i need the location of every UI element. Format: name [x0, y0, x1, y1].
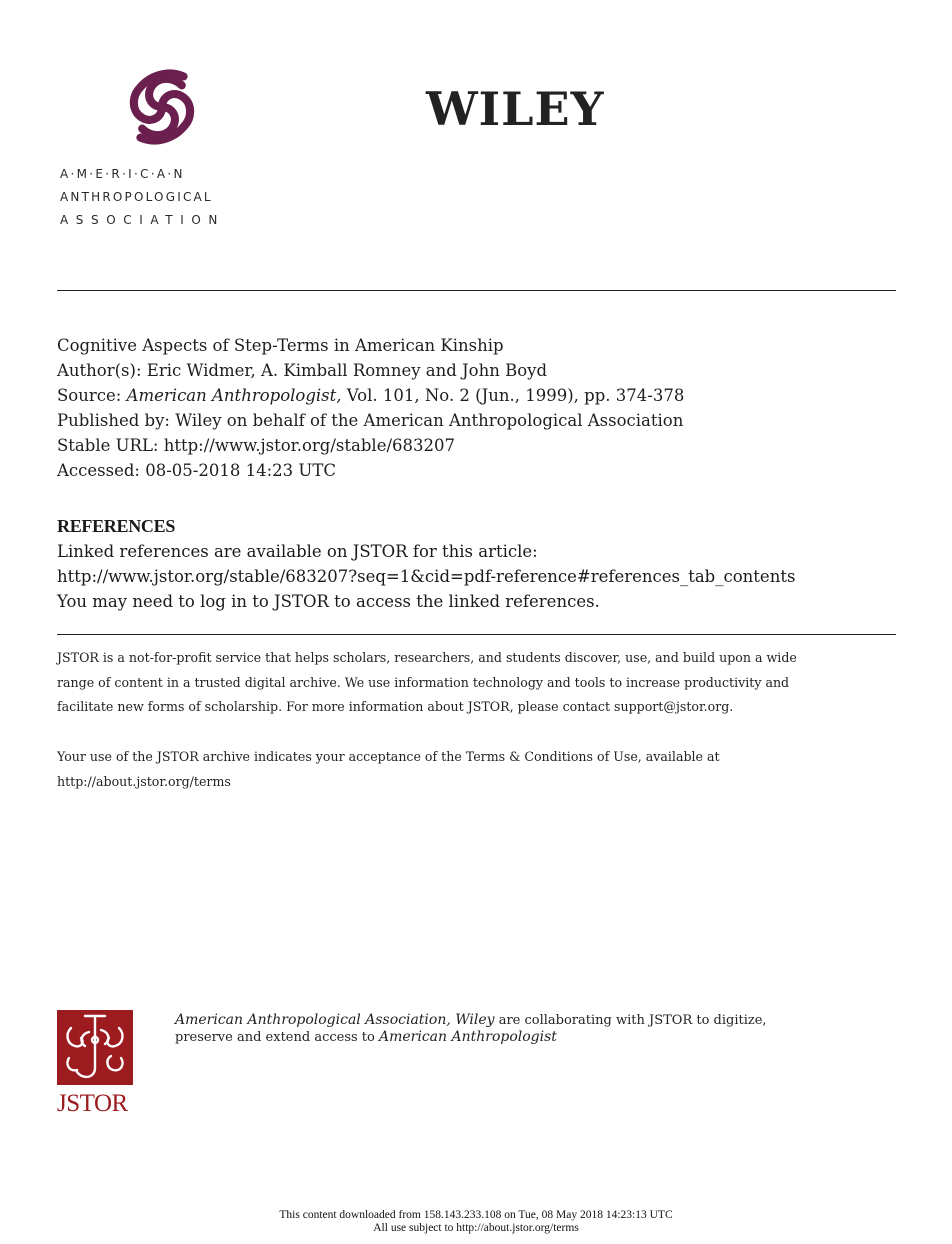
aaa-wordmark-line-2: ANTHROPOLOGICAL: [60, 190, 213, 204]
source-journal: American Anthropologist,: [126, 386, 342, 405]
footer-download-line: This content downloaded from 158.143.233.108 on Tue, 08 May 2018 14:23:13 UTC: [279, 1209, 673, 1221]
jstor-wordmark: JSTOR: [57, 1090, 128, 1117]
collab-orgs: American Anthropological Association, Wiley: [175, 1012, 495, 1028]
accessed-label: Accessed:: [57, 461, 140, 480]
accessed-date: 08-05-2018 14:23 UTC: [145, 461, 336, 480]
notice-line: JSTOR is a not-for-profit service that helps scholars, researchers, and students discover, use, and build upon a wide: [57, 650, 797, 665]
collab-text-1: are collaborating with JSTOR to digitize,: [494, 1013, 767, 1028]
download-footer: [0, 1209, 952, 1234]
aaa-wordmark-line-1: A·M·E·R·I·C·A·N: [60, 167, 185, 181]
references-login-note: You may need to log in to JSTOR to access the linked references.: [57, 592, 600, 611]
publisher: Wiley on behalf of the American Anthropological Association: [175, 411, 684, 430]
collab-text-2: preserve and extend access to: [175, 1030, 379, 1045]
jstor-emblem-icon: [57, 1010, 133, 1085]
authors-label: Author(s):: [57, 361, 142, 380]
article-metadata: [57, 333, 684, 483]
stable-url-line: [57, 433, 684, 458]
collab-line-1: [175, 1012, 767, 1029]
top-divider: [57, 290, 896, 291]
accessed-line: [57, 458, 684, 483]
notice-line: facilitate new forms of scholarship. For more information about JSTOR, please contact support@jstor.org.: [57, 699, 734, 715]
authors-line: [57, 358, 684, 383]
references-intro: Linked references are available on JSTOR for this article:: [57, 542, 538, 561]
publisher-label: Published by:: [57, 411, 170, 430]
stable-url-link[interactable]: http://www.jstor.org/stable/683207: [163, 436, 455, 455]
collab-line-2: [175, 1029, 767, 1046]
stable-url-label: Stable URL:: [57, 436, 159, 455]
aaa-wordmark-line-3: ASSOCIATION: [60, 213, 225, 227]
aaa-swirl-icon: [117, 62, 207, 152]
source-line: [57, 383, 684, 408]
publisher-line: [57, 408, 684, 433]
source-label: Source:: [57, 386, 122, 405]
notice-spacer: [57, 720, 797, 745]
aaa-logo: [57, 57, 265, 237]
notice-line: Your use of the JSTOR archive indicates your acceptance of the Terms & Conditions of Use, available at: [57, 749, 720, 765]
middle-divider: [57, 634, 896, 635]
references-heading: REFERENCES: [57, 516, 176, 536]
authors: Eric Widmer, A. Kimball Romney and John Boyd: [146, 361, 548, 380]
jstor-notice: [57, 646, 797, 795]
notice-line: range of content in a trusted digital archive. We use information technology and tools to increase productivity and: [57, 674, 790, 690]
collaboration-statement: [175, 1012, 767, 1046]
references-link[interactable]: http://www.jstor.org/stable/683207?seq=1&cid=pdf-reference#references_tab_contents: [57, 567, 796, 586]
jstor-emblem: [57, 1010, 133, 1085]
terms-link[interactable]: http://about.jstor.org/terms: [57, 773, 231, 789]
article-title: Cognitive Aspects of Step-Terms in American Kinship: [57, 336, 504, 355]
wiley-logo: WILEY: [426, 82, 605, 136]
source-details: Vol. 101, No. 2 (Jun., 1999), pp. 374-378: [346, 386, 685, 405]
jstor-logo: [57, 1010, 135, 1120]
footer-terms-line: All use subject to http://about.jstor.org/terms: [373, 1221, 579, 1234]
references-section: [57, 514, 795, 614]
collab-journal: American Anthropologist: [379, 1029, 557, 1045]
